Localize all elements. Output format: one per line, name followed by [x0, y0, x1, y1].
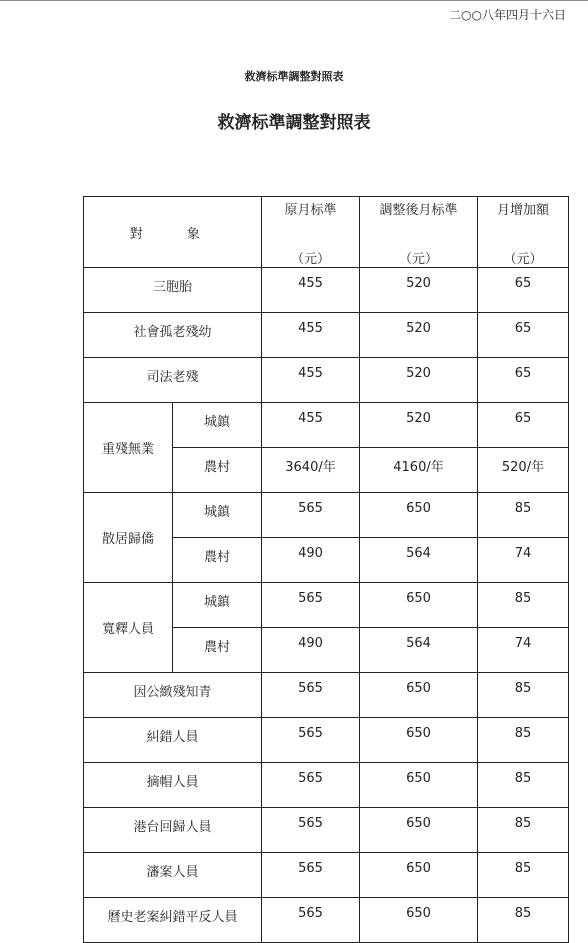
row-label: 社會孤老殘幼: [84, 313, 262, 358]
cell-adjusted: 650: [360, 718, 478, 763]
table-row: [84, 808, 569, 853]
cell-increase: 65: [478, 403, 569, 448]
row-label: 瀋案人員: [84, 853, 262, 898]
table-row: [84, 673, 569, 718]
cell-increase: 85: [478, 763, 569, 808]
cell-original: 565: [262, 853, 360, 898]
row-label: 港台回歸人員: [84, 808, 262, 853]
page-header-title: 救濟标準調整對照表: [244, 70, 344, 83]
cell-adjusted: 650: [360, 673, 478, 718]
cell-adjusted: 650: [360, 493, 478, 538]
sub-label: 城鎮: [173, 583, 262, 628]
row-label: 摘帽人員: [84, 763, 262, 808]
header-object: 對 象: [84, 197, 262, 268]
row-label: 曆史老案糾錯平反人員: [84, 898, 262, 943]
sub-label: 農村: [173, 538, 262, 583]
cell-original: 565: [262, 808, 360, 853]
header-original-standard: 原月标準 （元）: [262, 197, 360, 268]
table-row: [84, 763, 569, 808]
cell-increase: 520/年: [478, 448, 569, 493]
cell-original: 565: [262, 718, 360, 763]
document-date: 二○○八年四月十六日: [449, 8, 566, 22]
cell-adjusted: 650: [360, 583, 478, 628]
cell-increase: 65: [478, 313, 569, 358]
cell-original: 490: [262, 538, 360, 583]
cell-adjusted: 650: [360, 853, 478, 898]
table-row: [84, 898, 569, 943]
cell-increase: 74: [478, 628, 569, 673]
top-rule: [0, 0, 588, 1]
cell-original: 565: [262, 763, 360, 808]
cell-original: 565: [262, 898, 360, 943]
cell-original: 565: [262, 493, 360, 538]
cell-original: 455: [262, 358, 360, 403]
sub-label: 城鎮: [173, 493, 262, 538]
sub-label: 城鎮: [173, 403, 262, 448]
cell-increase: 85: [478, 583, 569, 628]
group-label: 散居歸僑: [84, 493, 173, 583]
table-header-row: [84, 197, 569, 268]
cell-increase: 85: [478, 493, 569, 538]
table-row: [84, 718, 569, 763]
cell-increase: 85: [478, 808, 569, 853]
cell-adjusted: 4160/年: [360, 448, 478, 493]
cell-increase: 85: [478, 718, 569, 763]
cell-original: 455: [262, 313, 360, 358]
group-label: 重殘無業: [84, 403, 173, 493]
cell-adjusted: 564: [360, 628, 478, 673]
table-row: [84, 268, 569, 313]
table-row: [84, 583, 569, 628]
table-row: [84, 493, 569, 538]
standards-table: [83, 196, 569, 943]
row-label: 三胞胎: [84, 268, 262, 313]
cell-original: 490: [262, 628, 360, 673]
table-row: [84, 853, 569, 898]
cell-original: 455: [262, 268, 360, 313]
sub-label: 農村: [173, 628, 262, 673]
cell-adjusted: 520: [360, 358, 478, 403]
cell-original: 3640/年: [262, 448, 360, 493]
cell-increase: 65: [478, 268, 569, 313]
cell-increase: 85: [478, 898, 569, 943]
cell-increase: 85: [478, 853, 569, 898]
cell-adjusted: 564: [360, 538, 478, 583]
cell-adjusted: 650: [360, 763, 478, 808]
header-monthly-increase: 月增加額 （元）: [478, 197, 569, 268]
cell-adjusted: 650: [360, 898, 478, 943]
cell-original: 565: [262, 673, 360, 718]
row-label: 因公緻殘知青: [84, 673, 262, 718]
cell-increase: 74: [478, 538, 569, 583]
cell-increase: 65: [478, 358, 569, 403]
cell-adjusted: 650: [360, 808, 478, 853]
table-row: [84, 358, 569, 403]
page-title: 救濟标準調整對照表: [217, 113, 371, 133]
cell-adjusted: 520: [360, 313, 478, 358]
table-row: [84, 403, 569, 448]
table-row: [84, 313, 569, 358]
sub-label: 農村: [173, 448, 262, 493]
row-label: 糾錯人員: [84, 718, 262, 763]
cell-original: 565: [262, 583, 360, 628]
row-label: 司法老殘: [84, 358, 262, 403]
group-label: 寬釋人員: [84, 583, 173, 673]
cell-adjusted: 520: [360, 268, 478, 313]
header-adjusted-standard: 調整後月标準 （元）: [360, 197, 478, 268]
cell-adjusted: 520: [360, 403, 478, 448]
cell-increase: 85: [478, 673, 569, 718]
cell-original: 455: [262, 403, 360, 448]
